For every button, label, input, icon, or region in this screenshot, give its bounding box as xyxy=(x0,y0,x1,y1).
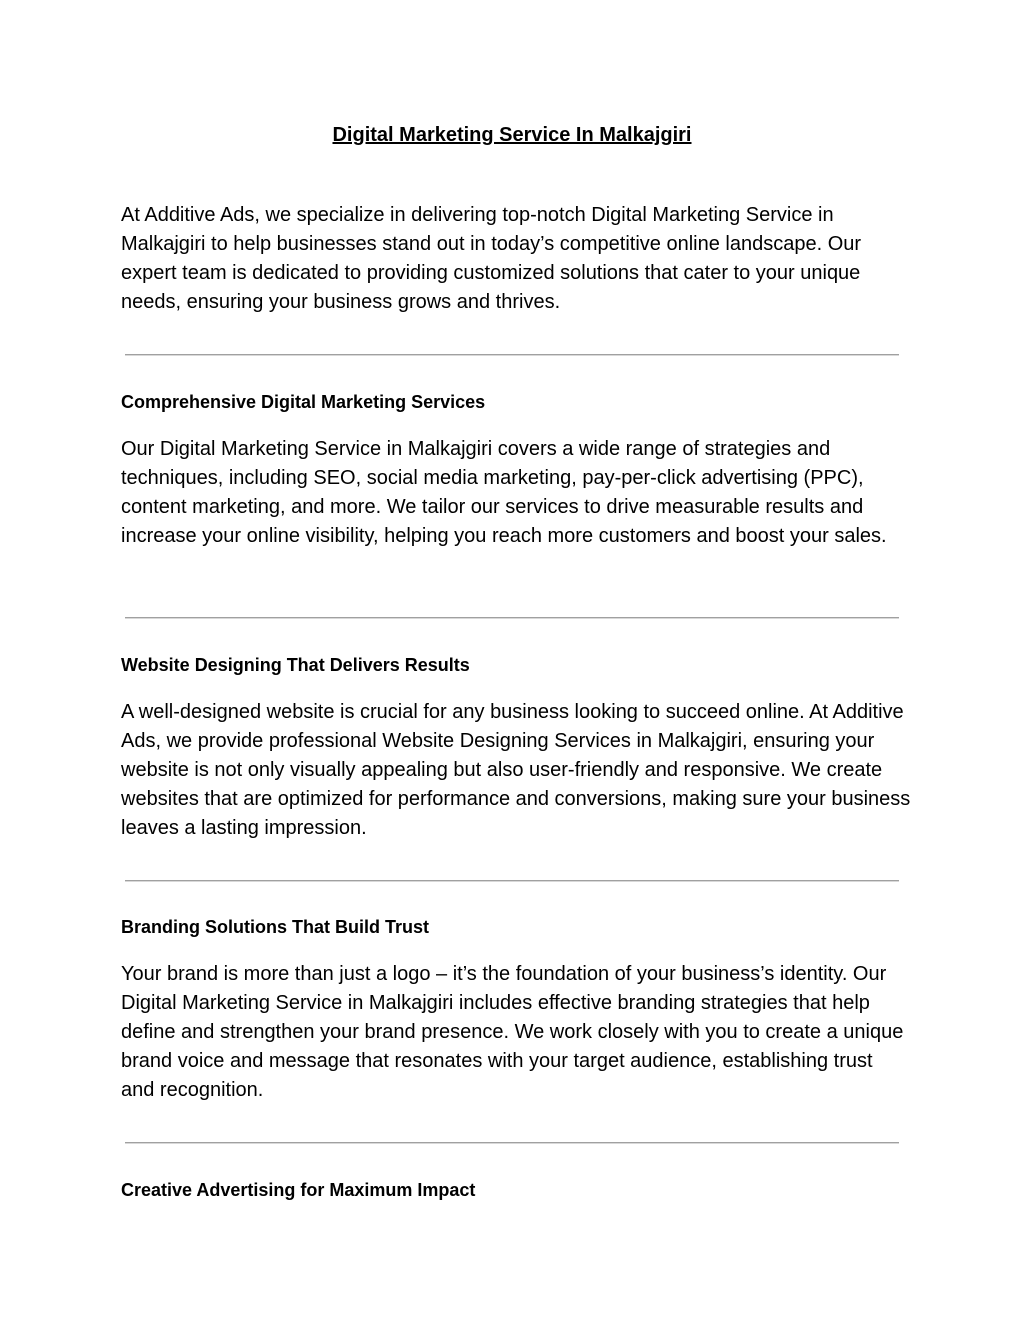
section-body-comprehensive: Our Digital Marketing Service in Malkajgiri covers a wide range of strategies and techniques, including SEO, social media marketing, pay-per-click advertising (PPC), content marketing, and more. We tailor our services to drive measurable results and increase your online visibility, helping you reach more customers and boost your sales. xyxy=(121,438,887,547)
section-body-website: A well-designed website is crucial for any business looking to succeed online. At Additive Ads, we provide professional Website Designing Services in Malkajgiri, ensuring your website is not only visually appealing but also user-friendly and responsive. We create websites that are optimized for performance and conversions, making sure your business leaves a lasting impression. xyxy=(121,701,911,839)
section-divider xyxy=(125,354,899,356)
intro-paragraph: At Additive Ads, we specialize in delivering top-notch Digital Marketing Service in Malkajgiri to help businesses stand out in today’s competitive online landscape. Our expert team is dedicated to providing customized solutions that cater to your unique needs, ensuring your business grows and thrives. xyxy=(121,204,862,313)
section-divider xyxy=(125,1142,899,1144)
section-heading-comprehensive: Comprehensive Digital Marketing Services xyxy=(121,392,486,412)
section-divider xyxy=(125,880,899,882)
section-heading-branding: Branding Solutions That Build Trust xyxy=(121,917,429,937)
section-divider xyxy=(125,617,899,619)
section-heading-advertising: Creative Advertising for Maximum Impact xyxy=(121,1180,476,1200)
page-title: Digital Marketing Service In Malkajgiri xyxy=(332,124,692,146)
section-body-branding: Your brand is more than just a logo – it’s the foundation of your business’s identity. Our Digital Marketing Service in Malkajgiri includes effective branding strategies that help define and strengthen your brand presence. We work closely with you to create a unique brand voice and message that resonates with your target audience, establishing trust and recognition. xyxy=(121,963,904,1101)
section-heading-website: Website Designing That Delivers Results xyxy=(121,655,470,675)
